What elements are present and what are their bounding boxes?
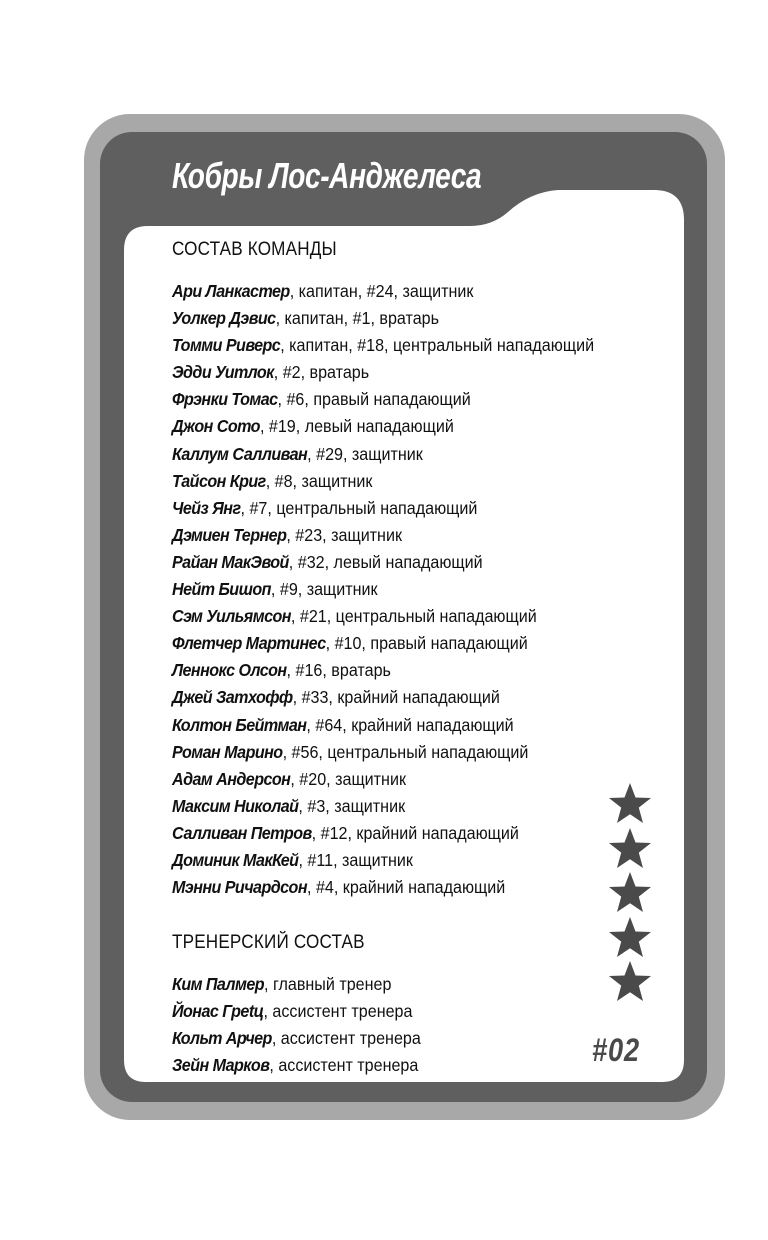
- card-content: [172, 234, 642, 1080]
- player-entry: [172, 603, 604, 630]
- player-entry-details: , капитан, #1, вратарь: [275, 308, 440, 329]
- roster-list: [172, 278, 642, 901]
- player-entry: [172, 359, 604, 386]
- player-entry-details: , #16, вратарь: [286, 660, 391, 681]
- player-entry: [172, 630, 604, 657]
- player-entry-details: , капитан, #18, центральный нападающий: [280, 335, 595, 356]
- player-entry: [172, 684, 604, 711]
- player-entry: [172, 793, 604, 820]
- player-entry-details: , #8, защитник: [265, 470, 373, 491]
- player-entry-details: , #19, левый нападающий: [259, 416, 454, 437]
- player-entry-name: Колтон Бейтман: [172, 714, 307, 735]
- player-entry: [172, 549, 604, 576]
- player-entry: [172, 495, 604, 522]
- player-entry-name: Каллум Салливан: [172, 443, 308, 464]
- player-entry-details: , #9, защитник: [270, 579, 378, 600]
- player-entry: [172, 386, 604, 413]
- star-icon: [608, 916, 652, 958]
- player-entry-name: Джон Сото: [172, 416, 260, 437]
- player-entry: [172, 739, 604, 766]
- player-entry-name: Леннокс Олсон: [172, 660, 287, 681]
- star-icon: [608, 960, 652, 1002]
- player-entry-name: Тайсон Криг: [172, 470, 266, 491]
- coach-entry-details: , ассистент тренера: [271, 1028, 421, 1049]
- player-entry: [172, 766, 604, 793]
- coach-entry: [172, 1025, 604, 1052]
- player-entry-details: , #2, вратарь: [273, 362, 370, 383]
- player-entry-name: Адам Андерсон: [172, 768, 291, 789]
- player-entry-name: Эдди Уитлок: [172, 362, 274, 383]
- player-entry-name: Салливан Петров: [172, 822, 312, 843]
- player-entry-details: , #20, защитник: [290, 768, 406, 789]
- coach-entry-name: Йонас Грetц: [172, 1001, 264, 1022]
- coach-entry-details: , ассистент тренера: [263, 1001, 413, 1022]
- player-entry-details: , #6, правый нападающий: [277, 389, 471, 410]
- player-entry-details: , #12, крайний нападающий: [311, 822, 519, 843]
- roster-heading: СОСТАВ КОМАНДЫ: [172, 239, 337, 260]
- star-icon: [608, 827, 652, 869]
- player-entry: [172, 332, 604, 359]
- player-entry-details: , #64, крайний нападающий: [306, 714, 514, 735]
- player-entry: [172, 468, 604, 495]
- player-entry: [172, 874, 604, 901]
- player-entry-details: , #29, защитник: [307, 443, 423, 464]
- player-entry-details: , #10, правый нападающий: [325, 633, 528, 654]
- player-entry: [172, 278, 604, 305]
- star-icon: [608, 871, 652, 913]
- coach-entry-details: , главный тренер: [264, 974, 392, 995]
- player-entry-details: , #33, крайний нападающий: [292, 687, 500, 708]
- star-icon: [608, 782, 652, 824]
- player-entry: [172, 576, 604, 603]
- player-entry-name: Джей Затхофф: [172, 687, 293, 708]
- player-entry-details: , #3, защитник: [298, 795, 406, 816]
- player-entry-name: Дэмиен Тернер: [172, 524, 287, 545]
- player-entry: [172, 441, 604, 468]
- player-entry-name: Мэнни Ричардсон: [172, 877, 307, 898]
- team-title: Кобры Лос-Анджелеса: [172, 155, 482, 196]
- player-entry: [172, 522, 604, 549]
- player-entry-name: Ари Ланкастер: [172, 281, 290, 301]
- player-entry-details: , #56, центральный нападающий: [282, 741, 529, 762]
- player-entry-details: , #11, защитник: [298, 849, 413, 870]
- player-entry: [172, 305, 604, 332]
- coach-entry: [172, 998, 604, 1025]
- player-entry-name: Фрэнки Томас: [172, 389, 278, 410]
- player-entry-details: , #32, левый нападающий: [288, 551, 483, 572]
- coach-entry-name: Ким Палмер: [172, 974, 265, 995]
- player-entry: [172, 413, 604, 440]
- player-entry-name: Доминик МакКей: [172, 849, 299, 870]
- coaching-list: [172, 971, 642, 1079]
- player-entry-details: , #21, центральный нападающий: [290, 606, 537, 627]
- coach-entry: [172, 971, 604, 998]
- player-entry-details: , #7, центральный нападающий: [240, 497, 478, 518]
- player-entry-name: Томми Риверс: [172, 335, 281, 356]
- player-entry-name: Чейз Янг: [172, 497, 241, 518]
- player-entry-name: Нейт Бишоп: [172, 579, 271, 600]
- player-entry-name: Максим Николай: [172, 795, 299, 816]
- rating-stars: [608, 782, 654, 1005]
- player-entry-name: Флетчер Мартинес: [172, 633, 326, 654]
- coach-entry-name: Кольт Арчер: [172, 1028, 272, 1049]
- player-entry: [172, 847, 604, 874]
- player-entry-details: , #23, защитник: [286, 524, 402, 545]
- player-entry-name: Уолкер Дэвис: [172, 308, 276, 329]
- player-entry: [172, 712, 604, 739]
- coaching-heading: ТРЕНЕРСКИЙ СОСТАВ: [172, 932, 365, 954]
- player-entry: [172, 820, 604, 847]
- card-number: #02: [592, 1032, 640, 1068]
- player-entry-name: Райан МакЭвой: [172, 551, 289, 572]
- player-entry-details: , #4, крайний нападающий: [306, 877, 506, 898]
- coach-entry-details: , ассистент тренера: [269, 1055, 419, 1076]
- player-entry: [172, 657, 604, 684]
- coach-entry: [172, 1052, 604, 1079]
- player-entry-details: , капитан, #24, защитник: [289, 281, 474, 301]
- player-entry-name: Сэм Уильямсон: [172, 606, 291, 627]
- player-entry-name: Роман Марино: [172, 741, 283, 762]
- coach-entry-name: Зейн Марков: [172, 1055, 270, 1076]
